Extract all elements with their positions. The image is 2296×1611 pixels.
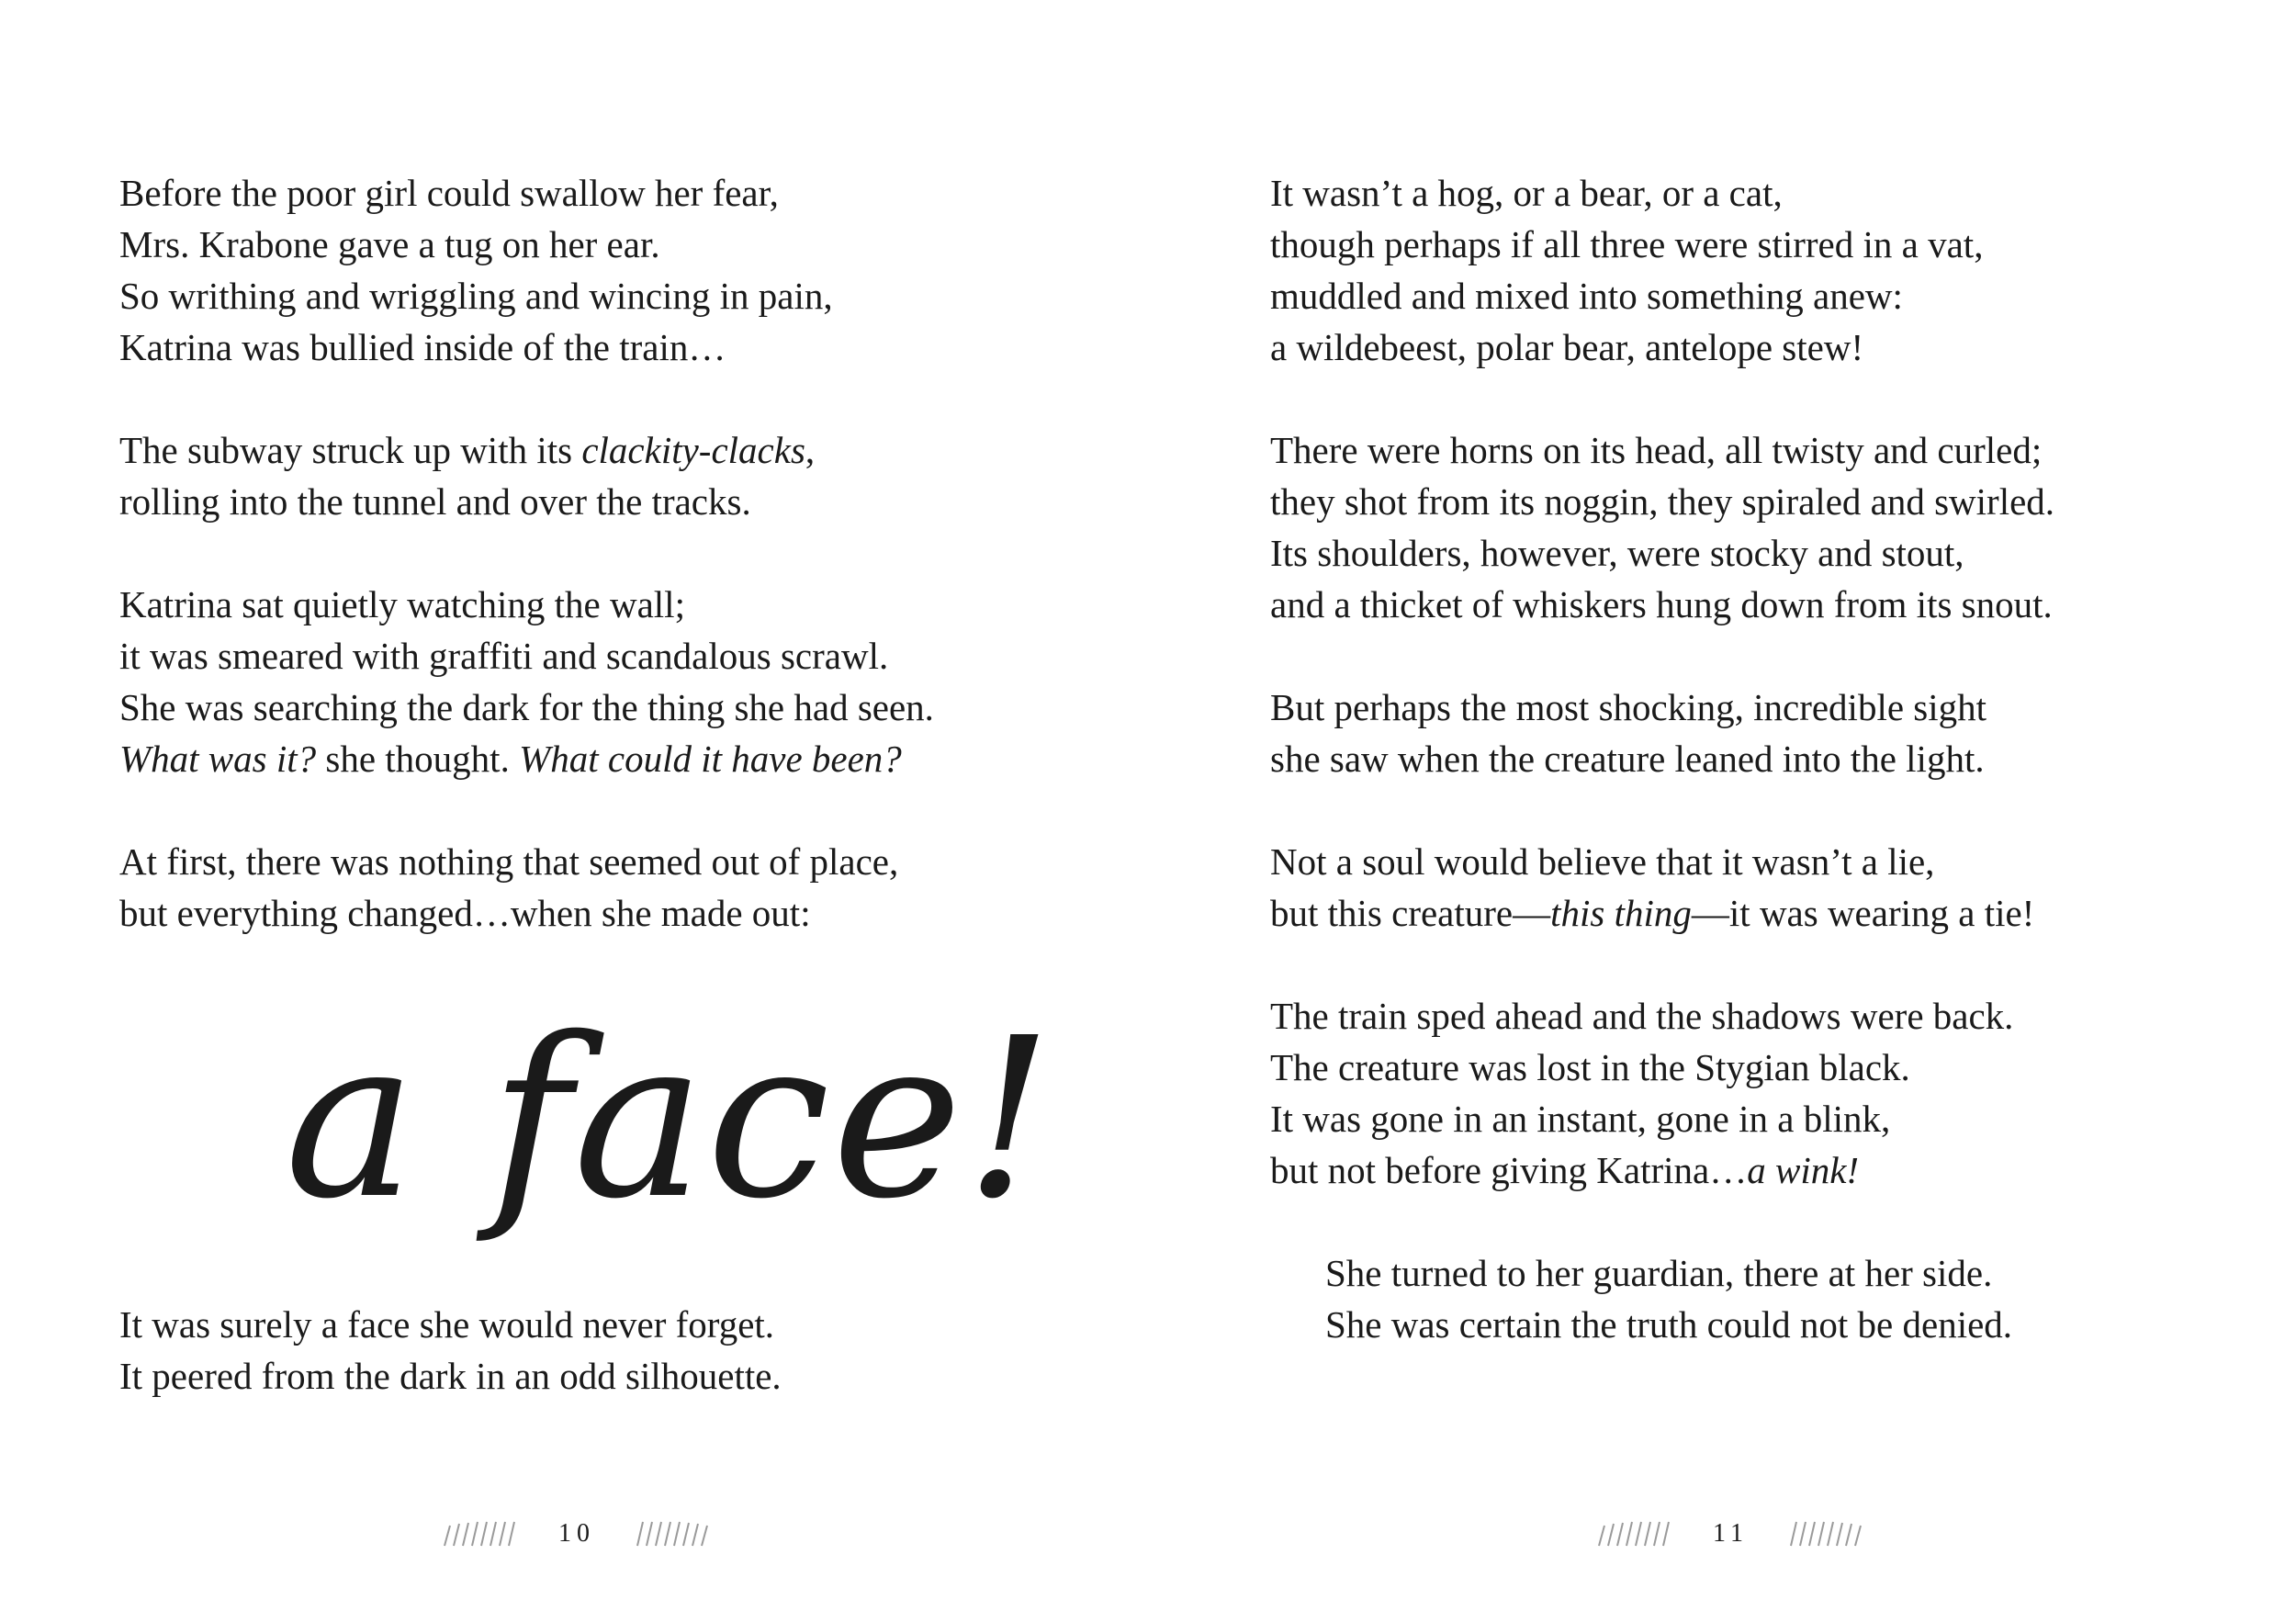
verse-line: Mrs. Krabone gave a tug on her ear. [119,223,660,265]
verse-italic: clackity-clacks [581,429,805,471]
verse-line: it was smeared with graffiti and scandalous scrawl. [119,635,889,677]
verse-italic: What was it? [119,738,317,780]
verse-line: The train sped ahead and the shadows were back. [1270,995,2014,1037]
verse-line: She was certain the truth could not be denied. [1325,1303,2013,1346]
stanza [1270,990,2280,1196]
verse-line: she saw when the creature leaned into the light. [1270,738,1985,780]
stanza [119,167,1130,373]
stanza [1270,167,2280,373]
verse-text: —it was wearing a tie! [1691,892,2035,934]
stanza [119,836,1130,939]
verse-line: It peered from the dark in an odd silhouette. [119,1355,782,1397]
verse-line: It was gone in an instant, gone in a blink, [1270,1098,1891,1140]
stanza [119,1299,1130,1402]
verse-line: and a thicket of whiskers hung down from its snout. [1270,583,2053,625]
verse-line: rolling into the tunnel and over the tracks. [119,480,751,523]
verse-line [119,424,1130,476]
verse-text: but this creature— [1270,892,1551,934]
display-heading-text: a face! [285,990,1055,1247]
folio [439,1515,715,1552]
right-page [1148,0,2296,1611]
stanza [119,579,1130,784]
verse-line: but everything changed…when she made out: [119,892,811,934]
verse-line: a wildebeest, polar bear, antelope stew! [1270,326,1864,368]
verse-line: though perhaps if all three were stirred in a vat, [1270,223,1984,265]
verse-text: she thought. [316,738,520,780]
verse-line: It wasn’t a hog, or a bear, or a cat, [1270,172,1783,214]
verse-line: muddled and mixed into something anew: [1270,275,1903,317]
verse-line: She was searching the dark for the thing she had seen. [119,686,934,728]
verse-text: , [805,429,816,471]
verse-line: Katrina was bullied inside of the train… [119,326,726,368]
verse-line [119,733,1130,784]
verse-line: But perhaps the most shocking, incredible sight [1270,686,1987,728]
verse-line: She turned to her guardian, there at her side. [1325,1252,1993,1294]
right-page-text [1270,167,2280,1402]
hatch-ornament-right-icon [1785,1518,1868,1549]
verse-line: Not a soul would believe that it wasn’t a lie, [1270,840,1935,883]
stanza [1270,682,2280,784]
verse-text: The subway struck up with its [119,429,582,471]
verse-line: they shot from its noggin, they spiraled and swirled. [1270,480,2055,523]
verse-line: There were horns on its head, all twisty and curled; [1270,429,2043,471]
hatch-ornament-left-icon [439,1518,522,1549]
stanza [1270,1247,2280,1350]
hatch-ornament-right-icon [632,1518,715,1549]
verse-line: Before the poor girl could swallow her fear, [119,172,779,214]
verse-line: At first, there was nothing that seemed out of place, [119,840,899,883]
stanza [1270,424,2280,630]
verse-line: It was surely a face she would never forget. [119,1303,775,1346]
verse-line: Katrina sat quietly watching the wall; [119,583,685,625]
verse-italic: this thing [1550,892,1692,934]
page-number: 11 [1713,1519,1749,1548]
verse-text: but not before giving Katrina… [1270,1149,1748,1191]
stanza [119,424,1130,527]
verse-line [1270,1144,2280,1196]
display-heading [119,990,1130,1247]
verse-line: The creature was lost in the Stygian black. [1270,1046,1910,1088]
verse-italic: a wink! [1747,1149,1860,1191]
verse-line: Its shoulders, however, were stocky and stout, [1270,532,1964,574]
left-page-text [119,167,1130,1453]
hatch-ornament-left-icon [1593,1518,1676,1549]
verse-line: So writhing and wriggling and wincing in pain, [119,275,833,317]
folio [1593,1515,1868,1552]
verse-italic: What could it have been? [519,738,902,780]
page-number: 10 [558,1519,595,1548]
verse-line [1270,887,2280,939]
stanza [1270,836,2280,939]
